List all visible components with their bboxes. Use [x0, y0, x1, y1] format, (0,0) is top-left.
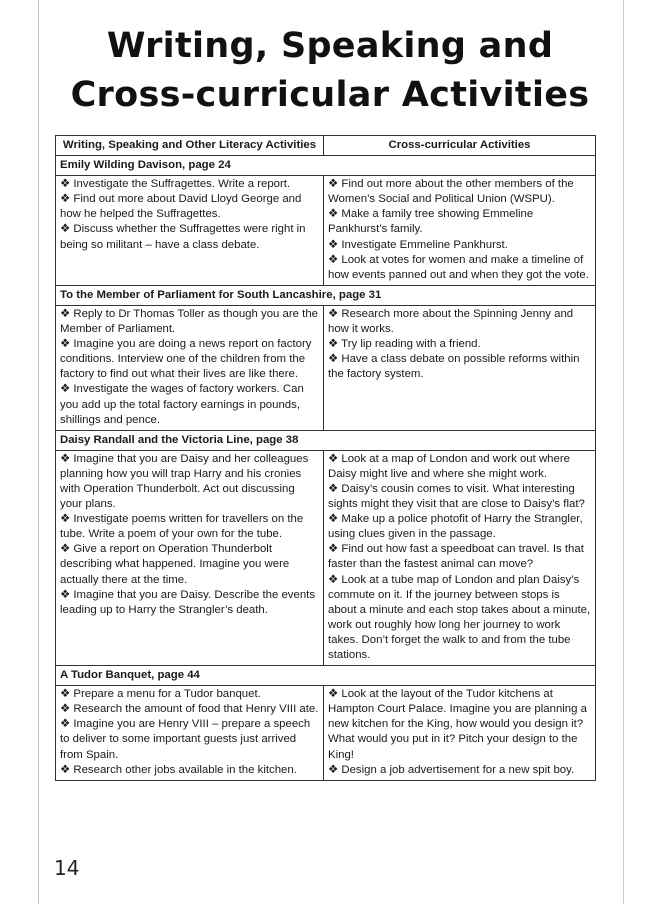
activity-item: ❖ Look at a tube map of London and plan Daisy’s commute on it. If the journey between stops is about a minute and each stop takes about a minute, work out roughly how long her journey to work takes. Don’t forget the walk to and from the tube stations.	[328, 573, 591, 661]
table-body	[56, 156, 596, 781]
activity-item: ❖ Find out how fast a speedboat can travel. Is that faster than the fastest animal can move?	[328, 543, 584, 571]
activity-item: ❖ Give a report on Operation Thunderbolt describing what happened. Imagine you were actually there at the time.	[60, 543, 290, 586]
header-literacy-activities: Writing, Speaking and Other Literacy Activities	[56, 136, 324, 156]
header-cross-curricular-activities: Cross-curricular Activities	[324, 136, 596, 156]
activity-item: ❖ Research the amount of food that Henry VIII ate.	[60, 703, 319, 716]
activity-item: ❖ Make a family tree showing Emmeline Pankhurst’s family.	[328, 208, 534, 236]
section-title-row	[56, 156, 596, 176]
activity-item: ❖ Find out more about David Lloyd George and how he helped the Suffragettes.	[60, 193, 302, 221]
activity-item: ❖ Research other jobs available in the kitchen.	[60, 763, 297, 776]
activity-item: ❖ Investigate the wages of factory workers. Can you add up the total factory earnings in pounds, shillings and pence.	[60, 383, 304, 426]
activity-item: ❖ Imagine that you are Daisy and her colleagues planning how you will trap Harry and his cronies with Operation Thunderbolt. Act out discussing your plans.	[60, 452, 309, 511]
section-title-row	[56, 666, 596, 686]
activity-item: ❖ Investigate Emmeline Pankhurst.	[328, 238, 508, 251]
page-title	[0, 22, 660, 120]
literacy-activities-cell	[56, 176, 324, 286]
activity-item: ❖ Discuss whether the Suffragettes were right in being so militant – have a class debate.	[60, 223, 306, 251]
activity-item: ❖ Have a class debate on possible reforms within the factory system.	[328, 353, 580, 381]
section-title: Emily Wilding Davison, page 24	[56, 156, 596, 176]
section-activities-row	[56, 305, 596, 430]
section-title: To the Member of Parliament for South Lancashire, page 31	[56, 285, 596, 305]
activity-item: ❖ Look at the layout of the Tudor kitchens at Hampton Court Palace. Imagine you are planning a new kitchen for the King, how would you design it? What would you put in it? Pitch your design to the King!	[328, 688, 587, 761]
title-line-1: Writing, Speaking and	[106, 26, 554, 66]
activity-item: ❖ Prepare a menu for a Tudor banquet.	[60, 688, 261, 701]
section-title: Daisy Randall and the Victoria Line, page 38	[56, 430, 596, 450]
cross-curricular-activities-cell	[324, 305, 596, 430]
literacy-activities-cell	[56, 686, 324, 781]
activity-item: ❖ Investigate poems written for travellers on the tube. Write a poem of your own for the tube.	[60, 513, 304, 541]
activity-item: ❖ Research more about the Spinning Jenny and how it works.	[328, 307, 574, 336]
cross-curricular-activities-cell	[324, 450, 596, 665]
activity-item: ❖ Make up a police photofit of Harry the Strangler, using clues given in the passage.	[328, 513, 583, 541]
section-activities-row	[56, 176, 596, 286]
activity-item: ❖ Investigate the Suffragettes. Write a report.	[60, 178, 291, 191]
activity-item: ❖ Reply to Dr Thomas Toller as though you are the Member of Parliament.	[60, 307, 318, 336]
literacy-activities-cell	[56, 450, 324, 665]
activity-item: ❖ Find out more about the other members of the Women’s Social and Political Union (WSPU).	[328, 178, 574, 206]
activities-table	[55, 135, 596, 781]
cross-curricular-activities-cell	[324, 176, 596, 286]
activity-item: ❖ Imagine you are Henry VIII – prepare a speech to deliver to some important guests just arrived from Spain.	[60, 718, 311, 761]
activity-item: ❖ Daisy’s cousin comes to visit. What interesting sights might they visit that are close to Daisy’s flat?	[328, 482, 585, 511]
section-activities-row	[56, 686, 596, 781]
title-line-2: Cross-curricular Activities	[70, 75, 590, 115]
activity-item: ❖ Look at votes for women and make a timeline of how events panned out and when they got the vote.	[328, 253, 589, 281]
literacy-activities-cell	[56, 305, 324, 430]
section-title: A Tudor Banquet, page 44	[56, 666, 596, 686]
header-row	[56, 136, 596, 156]
section-title-row	[56, 285, 596, 305]
cross-curricular-activities-cell	[324, 686, 596, 781]
section-title-row	[56, 430, 596, 450]
activity-item: ❖ Imagine you are doing a news report on factory conditions. Interview one of the children from the factory to find out what their lives are like there.	[60, 338, 312, 381]
activity-item: ❖ Imagine that you are Daisy. Describe the events leading up to Harry the Strangler’s death.	[60, 588, 316, 616]
section-activities-row	[56, 450, 596, 665]
activity-item: ❖ Look at a map of London and work out where Daisy might live and where she might work.	[328, 452, 570, 480]
activity-item: ❖ Design a job advertisement for a new spit boy.	[328, 763, 575, 776]
page-number: 14	[54, 856, 80, 880]
activity-item: ❖ Try lip reading with a friend.	[328, 338, 481, 351]
